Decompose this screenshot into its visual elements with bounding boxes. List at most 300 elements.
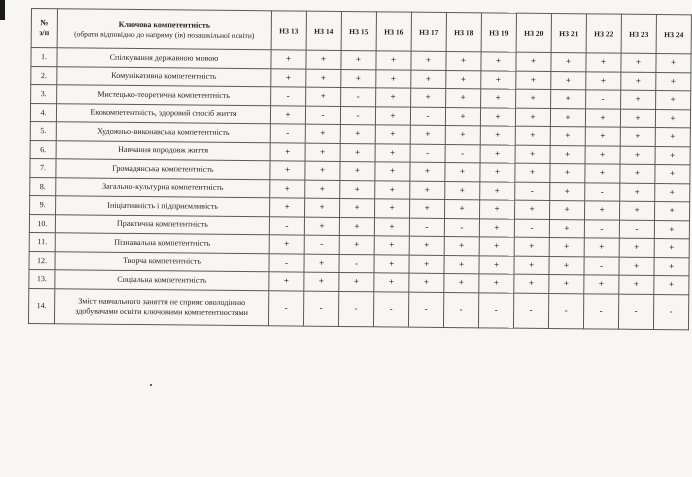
row-number: 12. bbox=[29, 251, 55, 270]
mark-value: + bbox=[529, 241, 535, 252]
mark-cell bbox=[445, 199, 480, 218]
mark-value: + bbox=[598, 278, 604, 289]
mark-cell bbox=[655, 183, 690, 202]
competency-name: Пізнавальна компетентність bbox=[114, 237, 211, 248]
mark-cell bbox=[549, 274, 584, 293]
mark-cell bbox=[375, 162, 410, 181]
mark-cell bbox=[619, 220, 654, 239]
mark-cell bbox=[585, 108, 620, 127]
mark-cell bbox=[304, 235, 339, 254]
mark-cell bbox=[480, 107, 515, 126]
mark-value: + bbox=[320, 91, 326, 102]
mark-cell bbox=[340, 143, 375, 162]
mark-cell bbox=[515, 182, 550, 201]
mark-value: + bbox=[320, 128, 326, 139]
mark-cell bbox=[339, 272, 374, 291]
column-header: НЗ 16 bbox=[376, 12, 411, 51]
mark-cell bbox=[338, 291, 373, 326]
mark-cell bbox=[341, 87, 376, 106]
mark-value: + bbox=[285, 53, 292, 64]
mark-value: + bbox=[600, 56, 607, 67]
mark-cell bbox=[584, 275, 619, 294]
mark-value: + bbox=[669, 205, 675, 216]
mark-value: + bbox=[355, 128, 361, 139]
mark-value: + bbox=[389, 202, 395, 213]
mark-value: + bbox=[633, 279, 639, 290]
mark-value: + bbox=[530, 56, 537, 67]
mark-value: + bbox=[320, 146, 326, 157]
mark-cell bbox=[621, 72, 656, 91]
competency-name-cell bbox=[56, 177, 270, 198]
mark-cell bbox=[374, 217, 409, 236]
mark-cell bbox=[444, 255, 479, 274]
mark-value: + bbox=[458, 277, 464, 288]
mark-value: + bbox=[528, 259, 535, 270]
mark-value: + bbox=[494, 185, 500, 196]
mark-cell bbox=[339, 217, 374, 236]
mark-value: + bbox=[634, 149, 641, 160]
mark-value: + bbox=[669, 168, 676, 179]
mark-value: + bbox=[494, 240, 500, 251]
mark-value: - bbox=[635, 223, 639, 234]
mark-cell bbox=[481, 70, 516, 89]
mark-cell bbox=[409, 218, 444, 237]
mark-cell bbox=[585, 145, 620, 164]
mark-cell bbox=[584, 201, 619, 220]
mark-value: + bbox=[635, 75, 641, 86]
mark-cell bbox=[303, 291, 338, 326]
mark-value: + bbox=[669, 186, 675, 197]
mark-value: + bbox=[495, 92, 501, 103]
mark-cell bbox=[445, 181, 480, 200]
mark-value: + bbox=[459, 240, 465, 251]
mark-cell bbox=[481, 52, 516, 71]
column-header: НЗ 21 bbox=[551, 13, 586, 52]
mark-cell bbox=[479, 218, 514, 237]
mark-cell bbox=[305, 180, 340, 199]
competency-name-cell bbox=[55, 233, 269, 254]
mark-cell bbox=[374, 273, 409, 292]
mark-value: + bbox=[460, 92, 466, 103]
mark-cell bbox=[269, 216, 304, 235]
mark-value: + bbox=[390, 110, 396, 121]
competency-column-header bbox=[57, 9, 271, 50]
mark-cell bbox=[549, 200, 584, 219]
mark-cell bbox=[375, 180, 410, 199]
mark-cell bbox=[515, 126, 550, 145]
mark-cell bbox=[550, 145, 585, 164]
mark-value: + bbox=[390, 91, 396, 102]
mark-cell bbox=[444, 236, 479, 255]
mark-value: + bbox=[495, 74, 501, 85]
row-number: 10. bbox=[29, 214, 55, 233]
mark-cell bbox=[446, 70, 481, 89]
mark-value: + bbox=[388, 258, 395, 269]
mark-value: - bbox=[355, 257, 359, 268]
mark-cell bbox=[584, 256, 619, 275]
mark-cell bbox=[410, 181, 445, 200]
num-label-line2: з/п bbox=[39, 28, 50, 38]
mark-value: + bbox=[284, 183, 290, 194]
mark-value: + bbox=[599, 167, 606, 178]
mark-value: + bbox=[670, 112, 676, 123]
mark-cell bbox=[619, 275, 654, 294]
mark-value: + bbox=[493, 259, 500, 270]
mark-value: + bbox=[599, 149, 606, 160]
mark-cell bbox=[339, 235, 374, 254]
mark-value: + bbox=[494, 222, 500, 233]
competency-name-cell bbox=[56, 122, 270, 143]
mark-cell bbox=[618, 294, 653, 329]
mark-value: + bbox=[355, 146, 361, 157]
mark-cell bbox=[408, 292, 443, 327]
mark-value: + bbox=[635, 94, 641, 105]
mark-value: + bbox=[285, 109, 291, 120]
mark-value: + bbox=[355, 72, 361, 83]
mark-value: - bbox=[284, 302, 288, 313]
competency-table bbox=[28, 8, 692, 330]
column-header: НЗ 24 bbox=[656, 15, 691, 54]
mark-value: + bbox=[423, 258, 430, 269]
mark-value: - bbox=[530, 222, 534, 233]
mark-cell bbox=[446, 51, 481, 70]
mark-cell bbox=[410, 125, 445, 144]
mark-cell bbox=[654, 201, 689, 220]
mark-value: + bbox=[285, 146, 291, 157]
mark-cell bbox=[340, 180, 375, 199]
mark-value: - bbox=[285, 220, 289, 231]
num-label-line1: № bbox=[40, 18, 49, 28]
mark-cell bbox=[270, 142, 305, 161]
mark-cell bbox=[653, 294, 688, 329]
mark-cell bbox=[340, 124, 375, 143]
row-number: 13. bbox=[29, 269, 55, 288]
competency-name: Ініціативність і підприємливість bbox=[107, 200, 218, 211]
mark-value: + bbox=[284, 201, 290, 212]
mark-value: + bbox=[354, 239, 360, 250]
mark-value: + bbox=[670, 75, 676, 86]
mark-value: - bbox=[460, 221, 464, 232]
mark-value: + bbox=[564, 185, 570, 196]
mark-cell bbox=[444, 218, 479, 237]
competency-name: Зміст навчального заняття не сприяє оволодінню здобувачами освіти ключовими компетентностями bbox=[75, 295, 248, 317]
mark-cell bbox=[409, 273, 444, 292]
row-number: 11. bbox=[29, 232, 55, 251]
row-number: 3. bbox=[31, 85, 57, 104]
mark-value: + bbox=[354, 220, 360, 231]
mark-cell bbox=[304, 254, 339, 273]
mark-cell bbox=[480, 181, 515, 200]
mark-value: + bbox=[669, 223, 675, 234]
mark-cell bbox=[341, 50, 376, 69]
mark-cell bbox=[586, 53, 621, 72]
competency-name-cell bbox=[55, 251, 269, 272]
mark-value: + bbox=[528, 278, 534, 289]
mark-value: + bbox=[565, 111, 571, 122]
mark-value: + bbox=[599, 241, 605, 252]
mark-cell bbox=[304, 217, 339, 236]
mark-cell bbox=[269, 235, 304, 254]
mark-value: + bbox=[565, 56, 572, 67]
mark-value: + bbox=[284, 238, 290, 249]
column-header: НЗ 13 bbox=[271, 11, 306, 50]
mark-value: + bbox=[495, 55, 502, 66]
mark-cell bbox=[304, 272, 339, 291]
competency-header-title: Ключова компетентність bbox=[118, 19, 211, 30]
competency-name: Художньо-виконавська компетентність bbox=[97, 126, 230, 137]
mark-value: + bbox=[564, 167, 571, 178]
mark-value: + bbox=[668, 260, 675, 271]
mark-cell bbox=[548, 293, 583, 328]
mark-cell bbox=[516, 89, 551, 108]
mark-value: + bbox=[389, 221, 395, 232]
mark-value: + bbox=[459, 203, 465, 214]
mark-value: - bbox=[319, 302, 323, 313]
mark-cell bbox=[620, 127, 655, 146]
mark-value: + bbox=[354, 183, 360, 194]
mark-value: - bbox=[426, 147, 430, 158]
column-header: НЗ 14 bbox=[306, 11, 341, 50]
mark-cell bbox=[514, 219, 549, 238]
mark-cell bbox=[620, 183, 655, 202]
mark-cell bbox=[585, 127, 620, 146]
mark-cell bbox=[269, 253, 304, 272]
mark-value: - bbox=[600, 223, 604, 234]
mark-value: + bbox=[424, 184, 430, 195]
mark-value: - bbox=[321, 109, 325, 120]
mark-value: + bbox=[354, 202, 360, 213]
competency-name: Творча компетентність bbox=[123, 256, 202, 266]
mark-value: + bbox=[530, 93, 536, 104]
table-body bbox=[28, 48, 691, 330]
mark-cell bbox=[655, 164, 690, 183]
competency-name: Громадянська компетентність bbox=[112, 163, 214, 174]
mark-cell bbox=[305, 161, 340, 180]
mark-cell bbox=[410, 107, 445, 126]
mark-cell bbox=[339, 254, 374, 273]
mark-cell bbox=[341, 69, 376, 88]
mark-cell bbox=[654, 275, 689, 294]
mark-value: + bbox=[494, 166, 501, 177]
competency-name-cell bbox=[55, 214, 269, 235]
mark-value: - bbox=[356, 109, 360, 120]
mark-cell bbox=[268, 290, 303, 325]
mark-cell bbox=[551, 52, 586, 71]
mark-cell bbox=[409, 255, 444, 274]
mark-cell bbox=[444, 273, 479, 292]
mark-value: + bbox=[425, 129, 431, 140]
scan-speck bbox=[150, 384, 152, 386]
mark-value: + bbox=[563, 259, 570, 270]
mark-cell bbox=[340, 106, 375, 125]
row-number: 9. bbox=[30, 195, 56, 214]
mark-cell bbox=[515, 145, 550, 164]
mark-cell bbox=[374, 254, 409, 273]
mark-cell bbox=[480, 163, 515, 182]
mark-value: + bbox=[390, 54, 397, 65]
mark-cell bbox=[305, 198, 340, 217]
mark-cell bbox=[586, 90, 621, 109]
column-header: НЗ 18 bbox=[446, 12, 481, 51]
mark-cell bbox=[269, 272, 304, 291]
mark-cell bbox=[446, 88, 481, 107]
mark-value: + bbox=[423, 277, 429, 288]
mark-value: + bbox=[458, 258, 465, 269]
mark-value: + bbox=[600, 130, 606, 141]
competency-name-cell bbox=[57, 48, 271, 69]
mark-cell bbox=[411, 51, 446, 70]
mark-cell bbox=[479, 255, 514, 274]
mark-cell bbox=[480, 126, 515, 145]
mark-value: - bbox=[286, 127, 290, 138]
mark-cell bbox=[340, 161, 375, 180]
mark-value: + bbox=[634, 242, 640, 253]
mark-cell bbox=[514, 274, 549, 293]
mark-cell bbox=[306, 87, 341, 106]
mark-value: - bbox=[564, 305, 568, 316]
mark-cell bbox=[270, 198, 305, 217]
mark-cell bbox=[583, 293, 618, 328]
mark-value: + bbox=[389, 184, 395, 195]
mark-value: + bbox=[459, 184, 465, 195]
mark-value: - bbox=[389, 303, 393, 314]
mark-value: + bbox=[529, 148, 536, 159]
mark-cell bbox=[550, 126, 585, 145]
competency-header-subtitle: (обрати відповідно до напряму (ів) позашкільної освіти) bbox=[74, 28, 255, 40]
competency-name-cell bbox=[54, 288, 268, 325]
mark-cell bbox=[654, 220, 689, 239]
mark-value: + bbox=[635, 57, 642, 68]
mark-value: + bbox=[319, 220, 325, 231]
mark-value: - bbox=[600, 186, 604, 197]
mark-cell bbox=[551, 89, 586, 108]
competency-sheet bbox=[28, 8, 692, 330]
mark-cell bbox=[516, 52, 551, 71]
mark-cell bbox=[270, 179, 305, 198]
competency-name-cell bbox=[56, 196, 270, 217]
mark-value: + bbox=[318, 257, 325, 268]
mark-value: + bbox=[460, 110, 466, 121]
mark-value: + bbox=[670, 131, 676, 142]
mark-value: + bbox=[493, 277, 499, 288]
row-number: 7. bbox=[30, 158, 56, 177]
mark-cell bbox=[271, 50, 306, 69]
row-number: 1. bbox=[31, 48, 57, 67]
mark-value: + bbox=[669, 149, 676, 160]
mark-cell bbox=[620, 109, 655, 128]
mark-value: + bbox=[530, 130, 536, 141]
mark-value: + bbox=[495, 148, 501, 159]
mark-cell bbox=[514, 256, 549, 275]
competency-name: Навчання впродовж життя bbox=[118, 145, 209, 155]
mark-value: + bbox=[424, 203, 430, 214]
competency-name: Спілкування державною мовою bbox=[109, 52, 219, 63]
mark-value: + bbox=[600, 112, 606, 123]
mark-value: + bbox=[424, 166, 431, 177]
mark-value: + bbox=[354, 165, 361, 176]
mark-value: + bbox=[565, 93, 571, 104]
mark-value: + bbox=[424, 240, 430, 251]
mark-value: - bbox=[634, 305, 638, 316]
mark-value: - bbox=[530, 185, 534, 196]
mark-cell bbox=[306, 50, 341, 69]
mark-value: + bbox=[389, 165, 396, 176]
mark-cell bbox=[478, 292, 513, 327]
mark-value: + bbox=[460, 73, 466, 84]
competency-name: Соціальна компетентність bbox=[117, 274, 207, 285]
mark-value: - bbox=[599, 305, 603, 316]
mark-cell bbox=[270, 105, 305, 124]
mark-value: + bbox=[388, 276, 394, 287]
mark-value: + bbox=[390, 128, 396, 139]
mark-value: + bbox=[634, 205, 640, 216]
competency-name: Практична компетентність bbox=[116, 219, 208, 229]
mark-cell bbox=[551, 71, 586, 90]
mark-cell bbox=[656, 72, 691, 91]
mark-cell bbox=[375, 125, 410, 144]
mark-value: - bbox=[425, 221, 429, 232]
mark-cell bbox=[619, 238, 654, 257]
mark-cell bbox=[340, 198, 375, 217]
mark-cell bbox=[410, 199, 445, 218]
num-column-header bbox=[31, 9, 57, 48]
scan-edge-mark bbox=[0, 0, 5, 20]
mark-value: + bbox=[530, 111, 536, 122]
mark-cell bbox=[373, 291, 408, 326]
mark-value: + bbox=[565, 74, 571, 85]
mark-cell bbox=[654, 257, 689, 276]
mark-value: - bbox=[461, 147, 465, 158]
mark-value: + bbox=[319, 202, 325, 213]
competency-name-cell bbox=[57, 85, 271, 106]
mark-cell bbox=[586, 71, 621, 90]
mark-value: + bbox=[318, 276, 325, 287]
mark-cell bbox=[376, 88, 411, 107]
mark-cell bbox=[411, 88, 446, 107]
mark-cell bbox=[620, 146, 655, 165]
mark-cell bbox=[410, 162, 445, 181]
mark-cell bbox=[443, 292, 478, 327]
column-header: НЗ 20 bbox=[516, 13, 551, 52]
competency-name-cell bbox=[56, 140, 270, 161]
mark-cell bbox=[479, 274, 514, 293]
mark-cell bbox=[270, 161, 305, 180]
row-number: 14. bbox=[28, 288, 54, 323]
mark-cell bbox=[271, 68, 306, 87]
column-header: НЗ 23 bbox=[621, 14, 656, 53]
row-number: 5. bbox=[30, 121, 56, 140]
mark-value: + bbox=[564, 241, 570, 252]
mark-value: - bbox=[286, 90, 290, 101]
mark-cell bbox=[270, 124, 305, 143]
mark-value: + bbox=[565, 130, 571, 141]
row-number: 4. bbox=[30, 103, 56, 122]
mark-value: - bbox=[459, 304, 463, 315]
mark-cell bbox=[514, 237, 549, 256]
mark-cell bbox=[445, 144, 480, 163]
mark-cell bbox=[480, 200, 515, 219]
mark-value: + bbox=[460, 129, 466, 140]
mark-cell bbox=[445, 162, 480, 181]
mark-value: + bbox=[390, 147, 396, 158]
mark-cell bbox=[479, 237, 514, 256]
mark-cell bbox=[515, 200, 550, 219]
mark-cell bbox=[445, 125, 480, 144]
mark-cell bbox=[516, 71, 551, 90]
mark-cell bbox=[655, 109, 690, 128]
mark-value: + bbox=[529, 167, 536, 178]
mark-cell bbox=[550, 163, 585, 182]
